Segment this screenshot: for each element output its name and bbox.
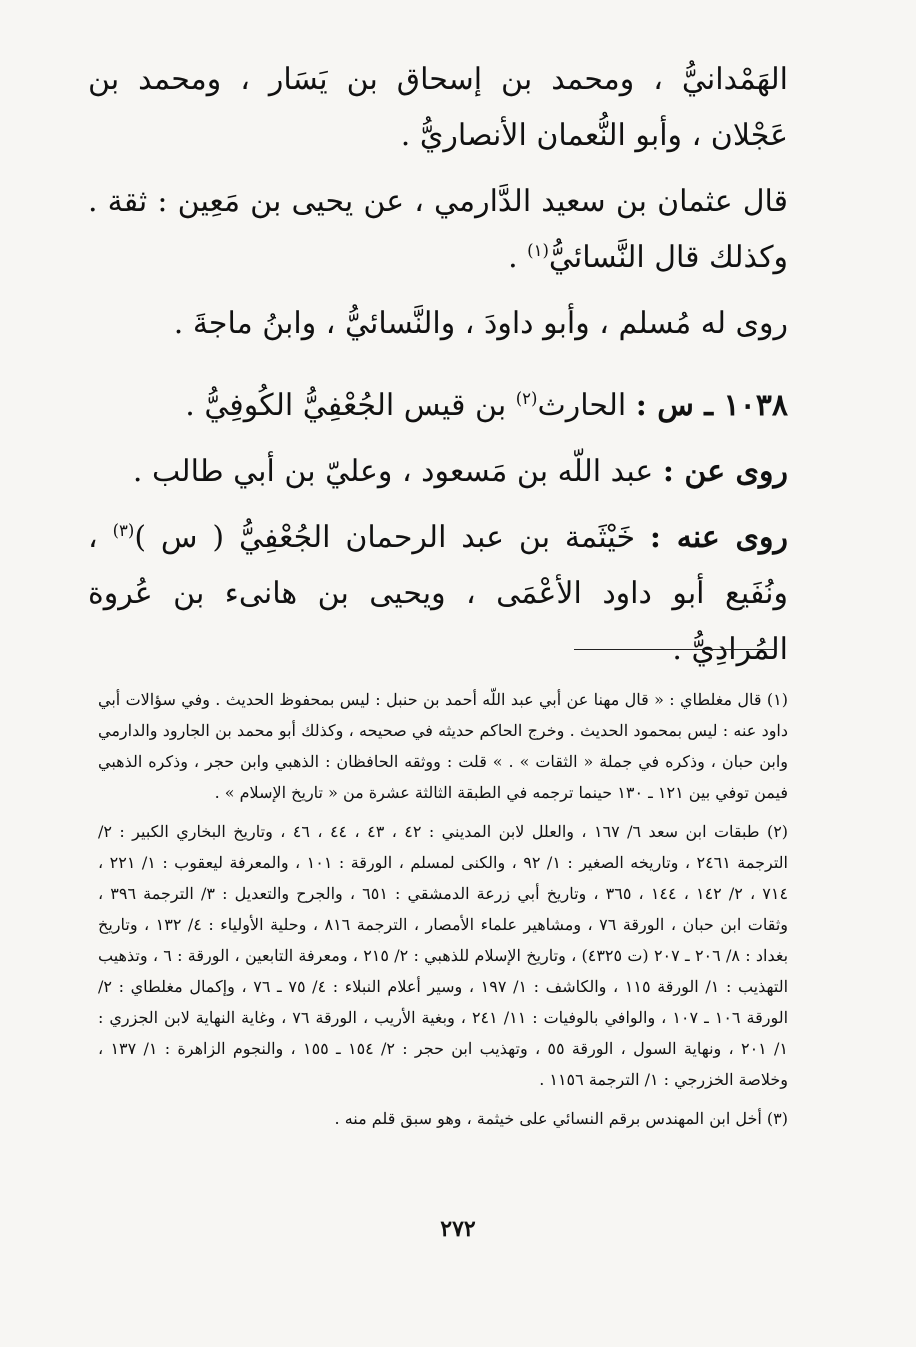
- footnote-2: (٢) طبقات ابن سعد ٦/ ١٦٧ ، والعلل لابن المديني : ٤٢ ، ٤٣ ، ٤٤ ، ٤٦ ، وتاريخ البخاري الكبير : ٢/ الترجمة ٢٤٦١ ، وتاريخه الصغير : ١/ ٩٢ ، والكنى لمسلم ، الورقة : ١٠١ ، والمعرفة ليعقوب : ١/ ٢٢١ ، ٧١٤ ، ٢/ ١٤٢ ، ١٤٤ ، ٣٦٥ ، وتاريخ أبي زرعة الدمشقي : ٦٥١ ، والجرح والتعديل : ٣/ الترجمة ٣٩٦ ، وثقات ابن حبان ، الورقة ٧٦ ، ومشاهير علماء الأمصار ، الترجمة ٨١٦ ، وحلية الأولياء : ٤/ ١٣٢ ، وتاريخ بغداد : ٨/ ٢٠٦ ـ ٢٠٧ (ت ٤٣٢٥) ، وتاريخ الإسلام للذهبي : ٢/ ٢١٥ ، ومعرفة التابعين ، الورقة : ٦ ، وتذهيب التهذيب : ١/ الورقة ١١٥ ، والكاشف : ١/ ١٩٧ ، وسير أعلام النبلاء : ٤/ ٧٥ ـ ٧٦ ، وإكمال مغلطاي : ٢/ الورقة ١٠٦ ـ ١٠٧ ، والوافي بالوفيات : ١١/ ٢٤١ ، وبغية الأريب ، الورقة ٧٦ ، وغاية النهاية لابن الجزري : ١/ ٢٠١ ، ونهاية السول ، الورقة ٥٥ ، وتهذيب ابن حجر : ٢/ ١٥٤ ـ ١٥٥ ، والنجوم الزاهرة : ١/ ١٣٧ ، وخلاصة الخزرجي : ١/ الترجمة ١١٥٦ .: [98, 822, 789, 1089]
- narrated-by: [88, 510, 788, 678]
- footnote-ref-3: (٣): [112, 521, 135, 540]
- paragraph-2: [88, 174, 788, 286]
- entry-number: ١٠٣٨ ـ س :: [635, 388, 788, 423]
- entry-name: الحارث: [537, 388, 636, 423]
- paragraph-2-end: .: [508, 240, 528, 275]
- narrated-by-text-1: خَيْثَمة بن عبد الرحمان الجُعْفِيُّ ( س ): [134, 520, 650, 555]
- paragraph-2-text: قال عثمان بن سعيد الدَّارمي ، عن يحيى بن مَعِين : ثقة . وكذلك قال النَّسائيُّ: [88, 184, 788, 275]
- entry-rest: بن قيس الجُعْفِيُّ الكُوفِيُّ .: [185, 388, 516, 423]
- narrated-from-text: عبد اللّه بن مَسعود ، وعليّ بن أبي طالب .: [132, 454, 663, 489]
- footnote-separator: [574, 649, 774, 650]
- main-text: [88, 52, 788, 678]
- footnote-ref-1: (١): [527, 241, 549, 260]
- paragraph-1: الهَمْدانيُّ ، ومحمد بن إسحاق بن يَسَار ، ومحمد بن عَجْلان ، وأبو النُّعمان الأنصاريُّ .: [88, 62, 788, 153]
- footnote-ref-2: (٢): [515, 389, 538, 408]
- footnotes: [98, 684, 788, 1134]
- footnote-3: (٣) أخل ابن المهندس برقم النسائي على خيثمة ، وهو سبق قلم منه .: [334, 1109, 788, 1128]
- entry-heading: [88, 378, 788, 434]
- footnote-1: (١) قال مغلطاي : « قال مهنا عن أبي عبد اللّه أحمد بن حنبل : ليس بمحفوظ الحديث . وفي سؤالات أبي داود عنه : ليس بمحمود الحديث . وخرج الحاكم حديثه في صحيحه ، وكذلك أبو محمد بن الجارود والدارمي وابن حبان ، وذكره في جملة « الثقات » . » قلت : ووثقه الحافظان : الذهبي وابن حجر ، وذكره الذهبي فيمن توفي بين ١٢١ ـ ١٣٠ حينما ترجمه في الطبقة الثالثة عشرة من « تاريخ الإسلام » .: [98, 690, 788, 802]
- paragraph-3: روى له مُسلم ، وأبو داودَ ، والنَّسائيُّ ، وابنُ ماجةَ .: [173, 306, 788, 341]
- narrated-by-text-2: ، ونُفَيع أبو داود الأعْمَى ، ويحيى بن هانىء بن عُروة المُرادِيُّ .: [88, 520, 788, 667]
- narrated-by-label: روى عنه :: [649, 520, 789, 555]
- page-number: ٢٧٢: [440, 1216, 476, 1242]
- narrated-from: [88, 444, 788, 500]
- narrated-from-label: روى عن :: [662, 454, 788, 489]
